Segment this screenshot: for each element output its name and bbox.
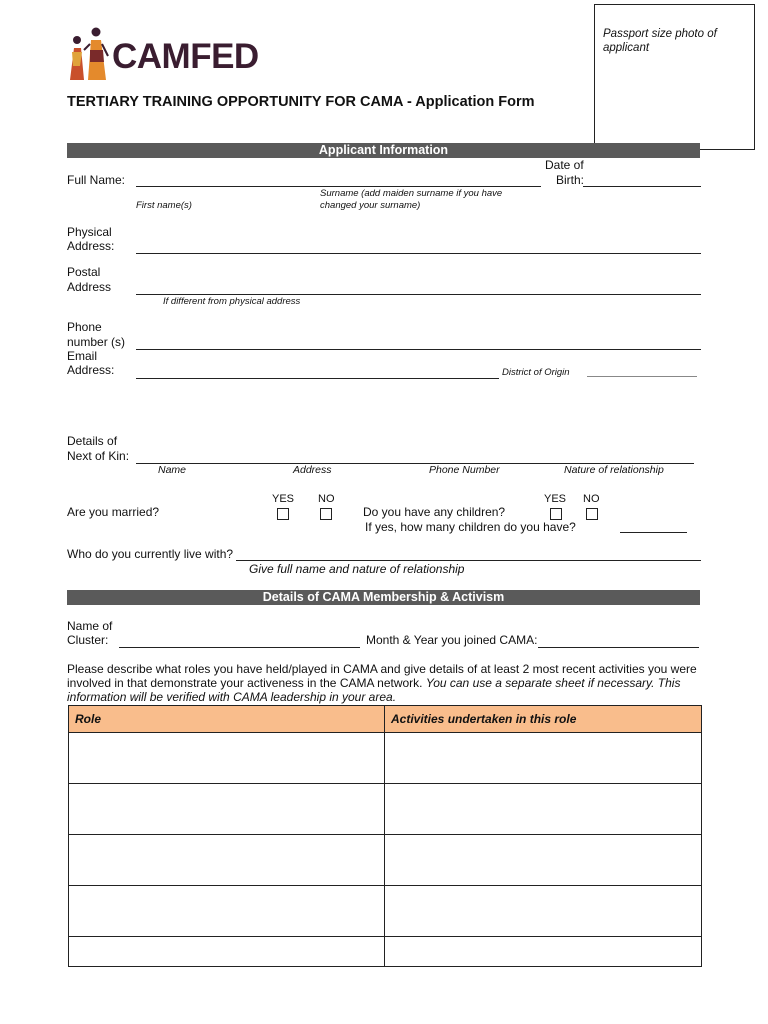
postal-address-label-line1: Postal (67, 265, 101, 279)
joined-cama-field[interactable] (538, 647, 699, 648)
role-column-header: Role (69, 706, 385, 733)
roles-description-italic: You can use a separate sheet if necessary. This information will be verified with CAMA leadership in your area. (67, 676, 681, 704)
cluster-label-line2: Cluster: (67, 633, 109, 647)
phone-field[interactable] (136, 349, 701, 350)
live-with-field[interactable] (236, 560, 701, 561)
physical-address-label-line2: Address: (67, 239, 115, 253)
phone-label-line2: number (s) (67, 335, 126, 349)
email-field[interactable] (136, 378, 499, 379)
first-name-hint: First name(s) (136, 200, 192, 211)
cluster-field[interactable] (119, 647, 360, 648)
roles-table (68, 705, 702, 967)
role-cell[interactable] (69, 886, 385, 937)
dob-label-line1: Date of (545, 158, 584, 172)
postal-address-hint: If different from physical address (163, 296, 301, 307)
children-yes-checkbox[interactable] (550, 508, 562, 520)
role-cell[interactable] (69, 937, 385, 967)
surname-hint: Surname (add maiden surname if you have changed your surname) (320, 188, 503, 211)
dob-field[interactable] (583, 186, 701, 187)
married-label: Are you married? (67, 505, 160, 519)
kin-column-address: Address (293, 464, 332, 476)
section-applicant-information: Applicant Information (67, 143, 700, 158)
postal-address-field[interactable] (136, 294, 701, 295)
passport-photo-box[interactable]: Passport size photo of applicant (594, 4, 755, 150)
activities-cell[interactable] (385, 937, 702, 967)
camfed-logo (66, 26, 266, 82)
kin-column-relationship: Nature of relationship (564, 464, 664, 476)
section-cama-membership: Details of CAMA Membership & Activism (67, 590, 700, 605)
dob-label-line2: Birth: (556, 173, 585, 187)
logo-figures-icon (66, 26, 112, 82)
joined-cama-label: Month & Year you joined CAMA: (366, 633, 538, 647)
postal-address-label-line2: Address (67, 280, 112, 294)
activities-cell[interactable] (385, 784, 702, 835)
activities-cell[interactable] (385, 733, 702, 784)
children-yes-label: YES (544, 493, 567, 505)
email-label-line2: Address: (67, 363, 115, 377)
email-label-line1: Email (67, 349, 98, 363)
kin-column-phone: Phone Number (429, 464, 500, 476)
role-cell[interactable] (69, 784, 385, 835)
full-name-field[interactable] (136, 186, 541, 187)
role-cell[interactable] (69, 835, 385, 886)
next-of-kin-label-line1: Details of (67, 434, 118, 448)
roles-description (67, 662, 707, 704)
activities-cell[interactable] (385, 835, 702, 886)
children-no-label: NO (583, 493, 600, 505)
district-of-origin-field[interactable] (587, 376, 697, 377)
phone-label-line1: Phone (67, 320, 102, 334)
married-no-label: NO (318, 493, 335, 505)
children-count-label: If yes, how many children do you have? (365, 520, 576, 534)
children-label: Do you have any children? (363, 505, 506, 519)
live-with-label: Who do you currently live with? (67, 547, 234, 561)
married-no-checkbox[interactable] (320, 508, 332, 520)
full-name-label: Full Name: (67, 173, 126, 187)
children-count-field[interactable] (620, 532, 687, 533)
form-title: TERTIARY TRAINING OPPORTUNITY FOR CAMA - Application Form (67, 94, 535, 110)
kin-column-name: Name (158, 464, 187, 476)
cluster-label-line1: Name of (67, 619, 113, 633)
live-with-hint: Give full name and nature of relationship (249, 562, 465, 576)
children-no-checkbox[interactable] (586, 508, 598, 520)
activities-column-header: Activities undertaken in this role (385, 706, 702, 733)
married-yes-checkbox[interactable] (277, 508, 289, 520)
physical-address-label-line1: Physical (67, 225, 112, 239)
district-of-origin-label: District of Origin (502, 367, 570, 378)
next-of-kin-label-line2: Next of Kin: (67, 449, 130, 463)
physical-address-field[interactable] (136, 253, 701, 254)
role-cell[interactable] (69, 733, 385, 784)
roles-description-plain: Please describe what roles you have held/played in CAMA and give details of at least 2 most recent activities you were involved in that demonstrate your activeness in the CAMA network. (67, 662, 697, 690)
married-yes-label: YES (272, 493, 295, 505)
activities-cell[interactable] (385, 886, 702, 937)
logo-text: CAMFED (112, 37, 259, 76)
